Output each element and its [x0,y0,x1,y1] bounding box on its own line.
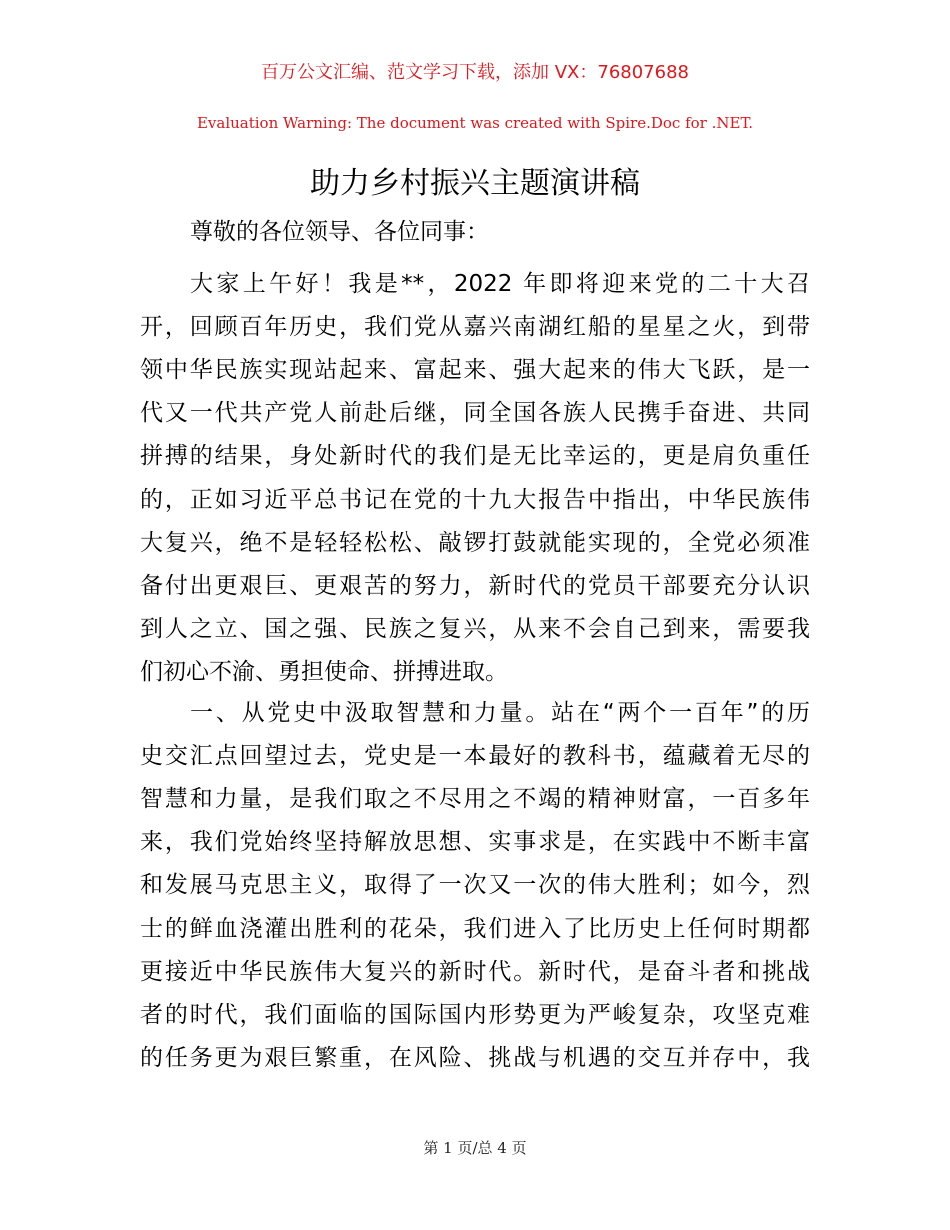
paragraph-line: 的任务更为艰巨繁重，在风险、挑战与机遇的交互并存中，我 [140,1044,810,1071]
paragraph-line: 们初心不渝、勇担使命、拼搏进取。 [140,658,508,685]
paragraph-line: 到人之立、国之强、民族之复兴，从来不会自己到来，需要我 [140,615,810,642]
page-indicator: 第 1 页/总 4 页 [423,1139,527,1157]
paragraph-line: 更接近中华民族伟大复兴的新时代。新时代，是奋斗者和挑战 [140,958,810,985]
header-watermark: 百万公文汇编、范文学习下载，添加 VX：76807688 [261,62,689,83]
paragraph-line: 拼搏的结果，身处新时代的我们是无比幸运的，更是肩负重任 [140,443,810,470]
paragraph-line: 和发展马克思主义，取得了一次又一次的伟大胜利；如今，烈 [140,872,810,899]
paragraph-line: 开，回顾百年历史，我们党从嘉兴南湖红船的星星之火，到带 [140,314,810,341]
paragraph-line: 来，我们党始终坚持解放思想、实事求是，在实践中不断丰富 [140,829,810,856]
greeting: 尊敬的各位领导、各位同事： [190,219,489,245]
paragraph-line: 备付出更艰巨、更艰苦的努力，新时代的党员干部要充分认识 [140,572,810,599]
evaluation-warning: Evaluation Warning: The document was created with Spire.Doc for .NET. [196,114,754,132]
paragraph-line: 士的鲜血浇灌出胜利的花朵，我们进入了比历史上任何时期都 [140,915,810,942]
paragraph-line: 领中华民族实现站起来、富起来、强大起来的伟大飞跃，是一 [140,357,810,384]
paragraph-line: 智慧和力量，是我们取之不尽用之不竭的精神财富，一百多年 [140,786,810,813]
document-title: 助力乡村振兴主题演讲稿 [310,166,640,201]
paragraph-line: 的，正如习近平总书记在党的十九大报告中指出，中华民族伟 [140,486,810,513]
paragraph-line: 大复兴，绝不是轻轻松松、敲锣打鼓就能实现的，全党必须准 [140,529,810,556]
paragraph-line: 史交汇点回望过去，党史是一本最好的教科书，蕴藏着无尽的 [140,743,810,770]
paragraph-line: 大家上午好！我是**，2022 年即将迎来党的二十大召 [190,271,810,297]
paragraph-line: 一、从党史中汲取智慧和力量。站在“两个一百年”的历 [190,700,810,726]
paragraph-line: 者的时代，我们面临的国际国内形势更为严峻复杂，攻坚克难 [140,1001,810,1028]
paragraph-line: 代又一代共产党人前赴后继，同全国各族人民携手奋进、共同 [140,400,810,427]
